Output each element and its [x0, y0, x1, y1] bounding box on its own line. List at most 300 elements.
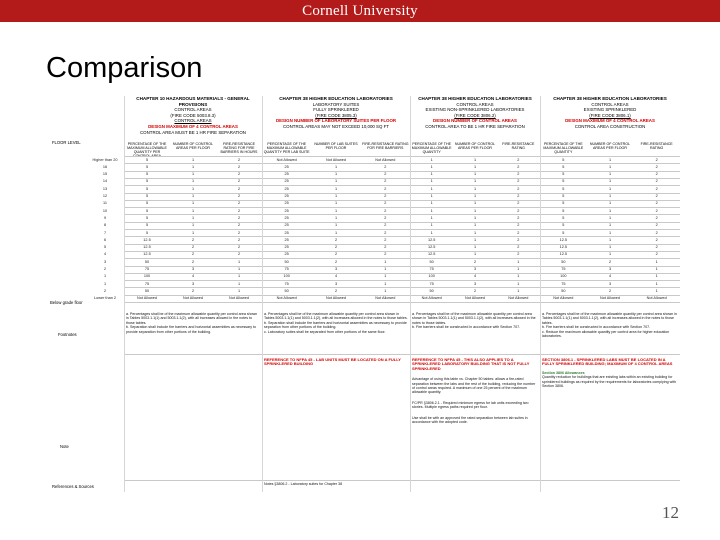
- table-cell: 100: [428, 274, 435, 279]
- table-cell: 2: [237, 194, 241, 198]
- table-column-header: PERCENTAGE OF THE MAXIMUM ALLOWABLE QUANTITY: [411, 142, 452, 154]
- table-cell: 1: [608, 252, 612, 257]
- table-cell: 5: [145, 157, 149, 162]
- table-cell: 25: [284, 245, 289, 250]
- table-cell: Not Allowed: [375, 157, 396, 162]
- floor-level-cell: 9: [103, 215, 107, 220]
- column-1-sub1: CONTROL AREAS: [174, 107, 212, 113]
- table-cell: Not Allowed: [276, 296, 297, 301]
- table-cell: 1: [517, 274, 520, 279]
- table-cell: 5: [145, 201, 149, 206]
- table-cell: 12.5: [143, 245, 151, 250]
- note-4-body: Quantity reduction for buildings that are existing labs within an existing building for sprinklered buildings as required by the requirements for laboratories complying with Section 3806.: [542, 375, 677, 389]
- table-cell: 1: [608, 208, 612, 213]
- column-3-title: CHAPTER 38 HIGHER EDUCATION LABORATORIES: [418, 96, 532, 101]
- table-cell: Not Allowed: [508, 296, 529, 301]
- table-cell: 1: [191, 157, 195, 162]
- table-cell: 1: [384, 259, 387, 264]
- floor-level-cell: 5: [103, 245, 107, 250]
- table-cell: 5: [562, 215, 565, 220]
- column-1-sub3: CONTROL AREAS: [174, 118, 212, 124]
- table-gridline: [124, 251, 680, 252]
- col-divider-0: [124, 96, 125, 492]
- table-cell: 1: [237, 281, 241, 286]
- footnote-2c: c. Laboratory suites shall be separated from other portions of the same floor.: [264, 329, 386, 334]
- table-cell: 75: [429, 267, 434, 271]
- footnote-1b: b. Separation shall include fire barriers and horizontal assemblies as necessary to provide separation from other portions of the building.: [126, 325, 257, 334]
- table-cell: 1: [608, 186, 612, 191]
- table-cell: 1: [384, 267, 387, 271]
- table-cell: 1: [517, 288, 520, 293]
- table-cell: 3: [608, 281, 612, 286]
- bottom-divider: [124, 480, 680, 481]
- table-cell: 2: [334, 288, 338, 293]
- table-gridline: [124, 295, 680, 296]
- table-cell: 2: [655, 179, 658, 184]
- column-4-sub4: CONTROL AREA CONSTRUCTION: [574, 123, 646, 129]
- table-cell: 2: [517, 164, 520, 169]
- floor-level-cell: 15: [102, 172, 108, 177]
- table-gridline: [124, 273, 680, 274]
- table-cell: Not Allowed: [375, 296, 396, 301]
- table-cell: 1: [334, 223, 338, 228]
- table-cell: 2: [517, 194, 520, 198]
- table-cell: 75: [284, 281, 289, 286]
- table-cell: 2: [237, 157, 241, 162]
- table-cell: 1: [430, 208, 433, 213]
- table-gridline: [124, 171, 680, 172]
- table-cell: 5: [562, 201, 565, 206]
- table-cell: 1: [608, 223, 612, 228]
- table-cell: 12.5: [143, 237, 151, 242]
- comparison-table: [92, 156, 680, 302]
- column-3-sub1: CONTROL AREAS: [456, 101, 494, 107]
- notes-divider: [124, 354, 680, 355]
- table-cell: 1: [430, 215, 433, 220]
- table-gridline: [124, 236, 680, 237]
- footnote-2a: a. Percentages shall be of the maximum allowable quantity per control area shown in Tables 5003.1.1(1) and 5003.1.1(2), with all increases allowed in the notes to those tables.: [264, 312, 408, 321]
- table-cell: 3: [473, 267, 477, 271]
- table-cell: 75: [561, 281, 566, 286]
- table-cell: 1: [191, 172, 195, 177]
- table-cell: 1: [655, 281, 658, 286]
- cornell-logo-text: Cornell University: [302, 3, 418, 19]
- table-cell: 25: [284, 194, 289, 198]
- table-cell: 5: [145, 194, 149, 198]
- notes-col4: [542, 358, 678, 422]
- footnote-1a: a. Percentages shall be of the maximum allowable quantity per control area shown in Tables 5003.1.1(1) and 5003.1.1(2), with all increases allowed in the notes to those tables.: [126, 312, 258, 325]
- floor-level-cell: 10: [102, 208, 108, 213]
- table-cell: 1: [430, 164, 433, 169]
- table-column-header: PERCENTAGE OF THE MAXIMUM ALLOWABLE QUANTITY PER LAB SUITE: [263, 142, 310, 154]
- table-cell: 1: [334, 201, 338, 206]
- note-3-note3: Use shall be with an approved fire rated separation between lab suites in accordance with the adopted code.: [412, 415, 528, 425]
- table-gridline: [124, 156, 680, 157]
- table-cell: 2: [384, 164, 387, 169]
- table-cell: 1: [473, 186, 477, 191]
- table-gridline: [124, 214, 680, 215]
- table-cell: 5: [562, 208, 565, 213]
- table-cell: 75: [144, 281, 150, 286]
- footnotes-col1: [126, 312, 260, 354]
- table-cell: 1: [191, 215, 195, 220]
- table-cell: 50: [429, 288, 434, 293]
- table-cell: 2: [237, 252, 241, 257]
- note-3-note2: FC/PR §3806.2.1 - Required minimum egress for lab units exceeding two stories. Multiple egress paths required per floor.: [412, 400, 529, 410]
- table-gridline: [124, 266, 680, 267]
- col-divider-1: [262, 96, 263, 492]
- table-cell: 5: [145, 179, 149, 184]
- table-cell: 1: [473, 237, 477, 242]
- table-column-header: PERCENTAGE OF THE MAXIMUM ALLOWABLE QUANTITY PER CONTROL AREA: [127, 142, 167, 158]
- table-cell: 5: [145, 230, 149, 235]
- table-cell: 1: [473, 230, 477, 235]
- table-cell: 25: [284, 230, 289, 235]
- table-cell: 1: [473, 194, 477, 198]
- table-cell: 2: [237, 172, 241, 177]
- floor-level-cell: 3: [103, 259, 107, 264]
- table-cell: 1: [473, 223, 477, 228]
- table-cell: 1: [608, 237, 612, 242]
- table-cell: 25: [284, 237, 289, 242]
- floor-level-cell: 14: [102, 179, 108, 184]
- table-cell: 5: [562, 223, 565, 228]
- footnote-3b: b. Fire barriers shall be constructed in accordance with Section 707.: [412, 325, 521, 330]
- column-3-red: DESIGN NUMBER OF CONTROL AREAS: [433, 118, 517, 124]
- footnote-4b: b. Fire barriers shall be constructed in accordance with Section 707.: [542, 325, 651, 330]
- table-cell: Not Allowed: [325, 296, 347, 301]
- table-cell: 1: [334, 208, 338, 213]
- table-cell: 1: [655, 259, 658, 264]
- note-3-red: REFERENCE TO NFPA 45 - THIS ALSO APPLIES TO A SPRINKLERED LABORATORY BUILDING THAT IS NOT FULLY SPRINKLERED: [412, 357, 530, 371]
- notes-col3: [412, 358, 538, 486]
- table-cell: 50: [561, 288, 566, 293]
- table-cell: 1: [473, 179, 477, 184]
- column-4-sub2: EXISTING SPRINKLERED: [583, 107, 637, 113]
- table-cell: 2: [237, 179, 241, 184]
- table-cell: 50: [284, 259, 289, 264]
- floor-level-cell: 6: [103, 237, 107, 242]
- table-cell: 1: [473, 252, 477, 257]
- table-cell: 5: [562, 194, 565, 198]
- table-cell: 100: [283, 274, 290, 279]
- table-cell: 75: [429, 281, 434, 286]
- footnote-3a: a. Percentages shall be of the maximum allowable quantity per control area shown in Tables 5003.1.1(1) and 5003.1.1(2), with all increases allowed in the notes to those tables.: [412, 312, 536, 325]
- table-cell: 2: [655, 215, 658, 220]
- table-cell: Not Allowed: [136, 296, 158, 301]
- table-cell: 1: [517, 281, 520, 286]
- table-cell: 1: [655, 274, 658, 279]
- table-cell: 12.5: [559, 237, 568, 242]
- table-cell: 25: [284, 179, 289, 184]
- footnotes-label: Footnotes: [58, 332, 77, 337]
- column-4-title: CHAPTER 38 HIGHER EDUCATION LABORATORIES: [553, 96, 667, 101]
- note-3-body: Advantage of using this table vs. Chapter 50 tables: allows a fire-rated separation between the labs and the rest of the building, reducing the number of control areas required. A maximum of one 25 percent of the maximum allowable quantity.: [412, 377, 536, 395]
- table-cell: 1: [473, 164, 477, 169]
- table-gridline: [124, 287, 680, 288]
- table-cell: 5: [145, 215, 149, 220]
- table-cell: 2: [384, 223, 387, 228]
- table-cell: 75: [284, 267, 289, 271]
- table-cell: 1: [517, 267, 520, 271]
- table-cell: 1: [237, 274, 241, 279]
- table-cell: 3: [334, 281, 338, 286]
- column-4-sub1: CONTROL AREAS: [591, 101, 629, 107]
- table-cell: 4: [191, 274, 195, 279]
- table-cell: 1: [608, 172, 612, 177]
- table-cell: 2: [191, 237, 195, 242]
- table-cell: 2: [191, 245, 195, 250]
- col-divider-2: [410, 96, 411, 492]
- table-cell: 12.5: [559, 245, 568, 250]
- table-cell: Not Allowed: [325, 157, 347, 162]
- table-cell: 25: [284, 223, 289, 228]
- table-cell: 2: [237, 230, 241, 235]
- floor-level-cell: 1: [103, 281, 107, 286]
- table-cell: 2: [608, 288, 612, 293]
- table-cell: 2: [517, 223, 520, 228]
- table-cell: Not Allowed: [464, 296, 486, 301]
- table-cell: Not Allowed: [599, 296, 621, 301]
- table-cell: 5: [145, 223, 149, 228]
- table-cell: 2: [517, 237, 520, 242]
- table-cell: 1: [237, 267, 241, 271]
- table-cell: 2: [517, 208, 520, 213]
- table-cell: Not Allowed: [276, 157, 297, 162]
- table-cell: 25: [284, 201, 289, 206]
- floor-level-cell: 12: [102, 194, 108, 198]
- table-cell: 5: [145, 186, 149, 191]
- table-gridline: [124, 302, 680, 303]
- table-cell: 2: [655, 201, 658, 206]
- table-cell: 2: [384, 252, 387, 257]
- table-cell: 2: [517, 252, 520, 257]
- table-cell: 2: [384, 194, 387, 198]
- table-cell: Not Allowed: [421, 296, 442, 301]
- column-3-sub4: CONTROL AREA TO BE 1 HR FIRE SEPARATION: [425, 123, 525, 129]
- table-cell: 1: [334, 215, 338, 220]
- table-cell: Not Allowed: [182, 296, 204, 301]
- table-cell: 1: [608, 194, 612, 198]
- column-4-sub3: (FIRE CODE 3806.1): [589, 112, 631, 118]
- column-2-sub3: (FIRE CODE 3805.3): [315, 112, 357, 118]
- floor-level-cell: 2: [103, 267, 107, 271]
- table-cell: 2: [517, 215, 520, 220]
- table-cell: 1: [473, 215, 477, 220]
- table-cell: 1: [384, 288, 387, 293]
- table-cell: 2: [384, 237, 387, 242]
- footnote-4a: a. Percentages shall be of the maximum allowable quantity per control area shown in Tables 5003.1.1(1) and 5003.1.1(2), with all increases allowed in the notes to those tables.: [542, 312, 678, 325]
- table-cell: 5: [562, 230, 565, 235]
- table-cell: 1: [430, 186, 433, 191]
- table-cell: 50: [284, 288, 289, 293]
- table-column-header: NUMBER OF LAB SUITES PER FLOOR: [314, 142, 358, 150]
- table-cell: 2: [384, 179, 387, 184]
- table-cell: 5: [562, 186, 565, 191]
- table-cell: 1: [430, 223, 433, 228]
- table-cell: 1: [191, 186, 195, 191]
- table-cell: 1: [334, 179, 338, 184]
- table-cell: 25: [284, 172, 289, 177]
- table-cell: 1: [473, 208, 477, 213]
- table-column-header: FIRE-RESISTANCE RATING: [502, 142, 535, 150]
- table-cell: 2: [191, 252, 195, 257]
- table-cell: 12.5: [427, 252, 436, 257]
- table-cell: 25: [284, 215, 289, 220]
- slide-title: Comparison: [46, 52, 203, 84]
- table-cell: 2: [517, 157, 520, 162]
- column-header-4: [540, 96, 680, 148]
- table-gridline: [124, 200, 680, 201]
- table-cell: 2: [655, 223, 658, 228]
- table-cell: 1: [608, 201, 612, 206]
- table-cell: 1: [191, 179, 195, 184]
- table-cell: Not Allowed: [553, 296, 574, 301]
- table-cell: Not Allowed: [646, 296, 667, 301]
- floor-level-cell: Lower than 2: [94, 296, 116, 301]
- table-cell: 1: [237, 288, 241, 293]
- table-cell: 2: [237, 237, 241, 242]
- table-cell: 1: [608, 215, 612, 220]
- table-cell: 2: [655, 252, 658, 257]
- column-1-sub4: CONTROL AREA MUST BE 1 HR FIRE SEPARATION: [140, 129, 246, 135]
- table-gridline: [124, 222, 680, 223]
- column-header-3: [410, 96, 540, 148]
- table-cell: 2: [237, 208, 241, 213]
- column-3-sub3: (FIRE CODE 3806.2): [454, 112, 496, 118]
- page-number: 12: [662, 503, 679, 522]
- table-cell: 25: [284, 164, 289, 169]
- table-cell: 2: [384, 201, 387, 206]
- note-label: Note: [60, 444, 69, 449]
- table-cell: 2: [655, 208, 658, 213]
- table-cell: 1: [430, 230, 433, 235]
- notes-col3-bottom: Notes §3806.2 - Laboratory suites for Chapter 38: [264, 482, 343, 486]
- table-cell: 5: [562, 164, 565, 169]
- table-gridline: [124, 178, 680, 179]
- floor-level-cell: Higher than 20: [92, 157, 118, 162]
- table-gridline: [124, 280, 680, 281]
- table-cell: 1: [608, 157, 612, 162]
- table-cell: 2: [473, 288, 477, 293]
- table-column-header: FIRE-RESISTANCE RATING FOR FIRE BARRIERS IN HOURS: [220, 142, 258, 154]
- table-cell: 2: [237, 164, 241, 169]
- table-cell: 50: [429, 259, 434, 264]
- table-cell: 1: [334, 230, 338, 235]
- table-cell: 2: [655, 172, 658, 177]
- table-column-header: PERCENTAGE OF THE MAXIMUM ALLOWABLE QUANTITY: [543, 142, 584, 154]
- note-4-green: Section 3806 Allowances: [542, 370, 585, 375]
- footnote-2b: b. Separation shall include fire barriers and horizontal assemblies as necessary to provide separation from other portions of the building.: [264, 320, 407, 330]
- floor-level-cell: 1: [103, 274, 107, 279]
- column-2-red: DESIGN NUMBER OF LABORATORY SUITES PER FLOOR: [275, 118, 397, 124]
- column-3-sub2: EXISTING NON-SPRINKLERED LABORATORIES: [425, 107, 525, 113]
- table-cell: 5: [562, 157, 565, 162]
- table-cell: 2: [384, 208, 387, 213]
- reference-label: References & Sources: [52, 484, 94, 489]
- floor-level-cell: 7: [103, 230, 107, 235]
- table-cell: 3: [473, 281, 477, 286]
- table-cell: 1: [430, 157, 433, 162]
- table-cell: 1: [191, 164, 195, 169]
- table-cell: 2: [237, 215, 241, 220]
- table-cell: 1: [517, 259, 520, 264]
- table-cell: 3: [608, 267, 612, 271]
- notes-col2: [264, 358, 408, 378]
- col-divider-3: [540, 96, 541, 492]
- table-cell: 3: [191, 281, 195, 286]
- table-cell: 1: [430, 194, 433, 198]
- table-cell: 75: [561, 267, 566, 271]
- table-cell: 2: [655, 186, 658, 191]
- table-cell: 2: [655, 245, 658, 250]
- floor-level-cell: 13: [102, 186, 108, 191]
- table-cell: 2: [517, 230, 520, 235]
- table-cell: 3: [191, 267, 195, 271]
- column-header-2: [262, 96, 410, 148]
- table-cell: 1: [655, 267, 658, 271]
- column-1-title: CHAPTER 10 HAZARDOUS MATERIALS - GENERAL PROVISIONS: [136, 96, 250, 107]
- table-cell: 100: [143, 274, 151, 279]
- table-cell: 4: [334, 274, 338, 279]
- table-cell: 1: [655, 288, 658, 293]
- table-cell: 2: [384, 245, 387, 250]
- footnotes-col3: [412, 312, 538, 354]
- table-cell: 12.5: [427, 237, 436, 242]
- footnotes-col2: [264, 312, 408, 354]
- table-cell: 1: [334, 172, 338, 177]
- column-1-sub2: (FIRE CODE 5003.8.3): [170, 112, 216, 118]
- table-cell: 2: [655, 194, 658, 198]
- table-cell: 2: [191, 288, 195, 293]
- table-cell: 2: [384, 230, 387, 235]
- table-cell: 25: [284, 186, 289, 191]
- table-cell: 50: [144, 288, 150, 293]
- table-cell: 1: [473, 157, 477, 162]
- table-cell: 1: [473, 172, 477, 177]
- table-gridline: [124, 258, 680, 259]
- table-cell: 2: [334, 245, 338, 250]
- header-bar: [0, 0, 720, 22]
- table-cell: 50: [144, 259, 150, 264]
- table-cell: 2: [334, 252, 338, 257]
- table-cell: 1: [191, 208, 195, 213]
- table-cell: 2: [237, 201, 241, 206]
- table-cell: 2: [237, 245, 241, 250]
- table-cell: 1: [608, 230, 612, 235]
- table-cell: 2: [191, 259, 195, 264]
- table-cell: 2: [655, 164, 658, 169]
- floor-level-cell: 2: [103, 288, 107, 293]
- table-cell: 2: [473, 259, 477, 264]
- table-cell: 50: [561, 259, 566, 264]
- table-cell: 2: [655, 237, 658, 242]
- table-cell: 2: [655, 157, 658, 162]
- column-1-red: DESIGN MAXIMUM OF 4 CONTROL AREAS: [148, 123, 238, 129]
- table-cell: Not Allowed: [228, 296, 250, 301]
- table-gridline: [124, 163, 680, 164]
- table-cell: 5: [562, 179, 565, 184]
- table-cell: 2: [384, 215, 387, 220]
- below-grade-label: Below grade floor: [50, 300, 83, 305]
- table-column-header: NUMBER OF CONTROL AREAS PER FLOOR: [454, 142, 496, 150]
- note-4-red: SECTION 3806.1 - SPRINKLERED LABS MUST BE LOCATED IN A FULLY SPRINKLERED BUILDING; MAXIMUM OF 4 CONTROL AREAS: [542, 357, 673, 367]
- floor-level-cell: 8: [103, 223, 107, 228]
- table-gridline: [124, 185, 680, 186]
- table-gridline: [124, 207, 680, 208]
- column-header-1: [124, 96, 262, 148]
- floor-level-cell: 11: [103, 201, 107, 206]
